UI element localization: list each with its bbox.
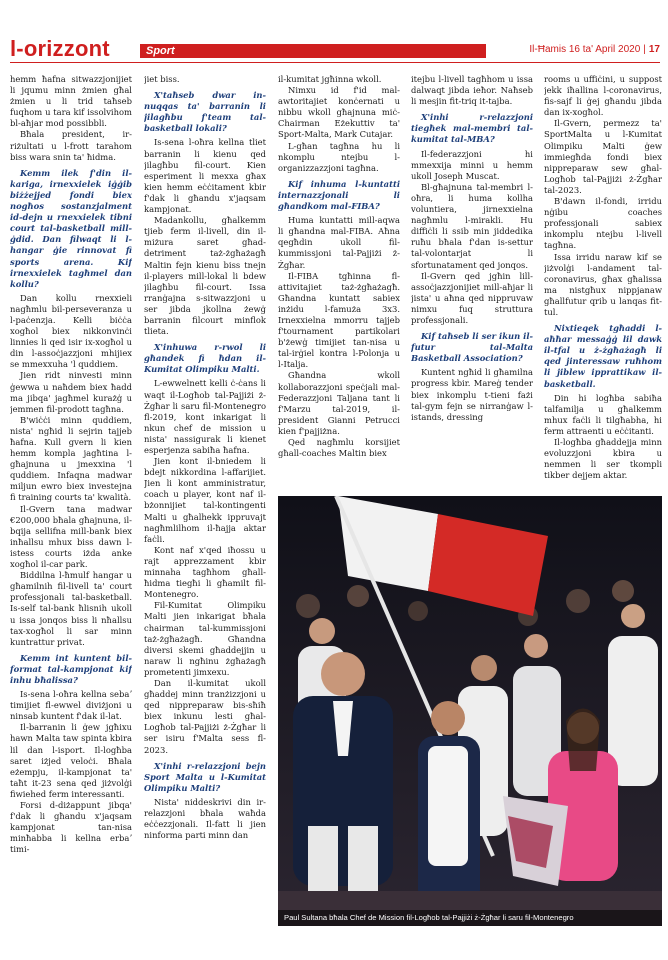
dateline [529,44,660,55]
section-banner [140,44,486,58]
interview-question: Kif taħseb li ser ikun il-futur tal-Malta Basketball Association? [411,331,533,364]
body-paragraph: Dan il-kumitat ukoll għaddej minn tranżizzjoni u qed nippreparaw bis-sħiħ biex inkunu lesti għal-Logħob tal-Pajjiżi ż-Żgħar li ser isiru f'Malta sess fl-2023. [144,677,266,755]
body-paragraph: Bħala president, ir-riżultati u l-frott tarahom biss wara snin ta' ħidma. [10,129,132,162]
header-rule [10,62,660,63]
body-paragraph: Qed nagħmlu korsijiet għall-coaches Maltin biex [278,437,400,459]
divider: | [643,44,646,55]
article-column-4 [411,74,533,492]
body-paragraph: Din hi logħba sabiħa talfamilja u għalkemm mhux faċli li tilgħabha, hi ferm attraenti u eċċitanti. [544,392,662,436]
body-paragraph: itejbu l-livell tagħhom u issa dalwaqt jibda ieħor. Naħseb li mesjin fit-triq it-tajba. [411,74,533,107]
body-paragraph: Il-Gvern, permezz ta' SportMalta u l-Kumitat Olimpiku Malti ġew immiegħda fondi biex nippreparaw sew għal-Logħob tal-Pajjiżi ż-Żgħar tal-2023. [544,118,662,195]
body-paragraph: Is-sena l-oħra kellna sebaʼ timijiet fl-ewwel diviżjoni u ninsab kuntent f'dak il-lat. [10,689,132,722]
body-paragraph: jiet biss. [144,74,180,84]
body-paragraph: Forsi d-diżappunt jibqa' f'dak li għandu x'jaqsam kampjonat tan-nisa minħabba li kellna erbaʼ timi- [10,800,132,855]
body-paragraph: Dan kollu rnexxieli nagħmlu bil-perseveranza u l-paċenzja. Kelli biċċa xogħol biex nikkonvinċi linnies li qed isir ix-xogħol u din l-assoċjazzjoni mhijiex se mmexxuha 'l quddiem. [10,292,132,370]
section-label: Sport [146,45,175,57]
body-paragraph: Kont naf x'qed iħossu u rajt apprezzament kbir minnaha tagħhom għall-ħidma tiegħi li għamilt fil-Montenegro. [144,544,266,600]
article-column-2 [144,74,266,934]
interview-question: Kif inhuma l-kuntatti internazzjonali li għandkom mal-FIBA? [278,178,400,212]
interview-question: Kemm int kuntent bil-format tal-kampjonat kif inhu bħalissa? [10,652,132,685]
interview-question: X'inhuwa r-rwol li għandek fi ħdan il-Kumitat Olimpiku Malti. [144,342,266,375]
interview-question: X'inhi r-relazzjoni bejn Sport Malta u l-Kumitat Olimpiku Malti? [144,760,266,793]
body-paragraph: Nista' niddeskrivi din ir-relazzjoni bħala waħda eċċezzjonali. Il-fatt li jien ninforma parti minn dan [144,796,266,841]
article-column-1 [10,74,132,934]
article-column-3 [278,74,400,492]
body-paragraph: Il-Gvern tana madwar €200,000 bħala għajnuna, il-bqija sellifna mill-bank biex inħallsu mhux biss dawn l-istess courts iżda anke xogħol il-car park. [10,503,132,570]
body-paragraph: il-kumitat jgħinna wkoll. [278,74,382,84]
body-paragraph: Fil-Kumitat Olimpiku Malti jien inkarigat bħala chairman tal-kummissjoni taż-żgħażagħ. Għandna diversi skemi għaddejjin u naraw li ngħinu żgħażagħ prometenti jimxexu. [144,600,266,677]
body-paragraph: Il-logħba għaddejja minn evoluzzjoni kbira u nemmen li ser tkompli tikber dejjem aktar. [544,437,662,481]
interview-question: X'inhi r-relazzjoni tiegħek mal-membri tal-kumitat tal-MBA? [411,112,533,145]
body-paragraph: Biddilna l-ħmulf hangar u għamilnih fil-livell ta' court professjonali tal-basketball. Is-self tal-bank ħlisnih ukoll u issa jonqos biss li nħallsu tax-xogħol li sar minn kuntrattur privat. [10,570,132,647]
page-number: 17 [648,44,660,55]
body-paragraph: Jien ridt ninvesti minn ġewwa u naħdem biex ħadd ma jibqa' jagħmel kurażġ u jemmen fil-prodott tagħna. [10,370,132,414]
body-paragraph: Kuntent ngħid li għamilna progress kbir. Mareġ tender biex inkomplu t-tieni fażi tal-gym fejn se nirranġaw l-istands, dressing [411,367,533,422]
body-paragraph: Huma kuntatti mill-aqwa li għandna mal-FIBA. Aħna qegħdin ukoll fil-kummissjoni tal-Pajjiżi ż-Żgħar. [278,215,400,270]
issue-date: Il-Ħamis 16 ta' April 2020 [529,44,641,55]
body-paragraph: Il-Gvern qed jgħin lill-assoċjazzjonijiet mill-aħjar li jista' u aħna qed nippruvaw nimxu fuq struttura professjonali. [411,270,533,325]
interview-question: X'taħseb dwar in-nuqqas ta' barranin li jilagħbu f'team tal-basketball lokali? [144,90,266,134]
body-paragraph: Għandna wkoll kollaborazzjoni speċjali mal-Federazzjoni Taljana tant li f'Marzu tal-2019, il-president Gianni Petrucci kien f'pajjiżna. [278,370,400,436]
body-paragraph: Il-FIBA tgħinna fl-attivitajiet taż-żgħażagħ. Għandna kuntatt sabiex inżidu l-famuża 3x3. Irnexxielna mmorru tajjeb f'tournament partikolari b'żewġ timijiet tan-nisa u tal-irġiel kontra l-Polonja u l-Italja. [278,270,400,370]
body-paragraph: Is-sena l-oħra kellna tliet barranin li kienu qed jilagħbu fil-court. Kien esperiment li mexxa għax kien hemm eċċitament kbir f'dak li għandu x'jaqsam kampjonat. [144,137,266,215]
masthead [0,0,668,70]
body-paragraph: L-għan tagħna hu li nkomplu ntejbu l-organizzazzjoni tagħna. [278,140,400,173]
interview-question: Nixtieqek tgħaddi l-aħħar messaġġ lil dawk il-tfal u ż-żgħażagħ li qed jinteressaw ruħhom li jiblew ipprattikaw il-basketball. [544,323,662,389]
body-paragraph: B'wiċċi minn quddiem, nista' ngħid li sejrin tajjeb ħafna. Kull gvern li kien hemm kompla jagħtina l-għajnuna u jmexxina 'l quddiem. Infaqna madwar miljun ewro biex investejna fi training courts ta' kwalità. [10,414,132,503]
body-paragraph: Jien kont il-bniedem li bdejt nikkordina l-affarijiet. Jien li kont amministratur, coach u player, kont naf il-bżonnijiet tal-kontingenti Malti u għalhekk ippruvajt nagħmlilhom il-ħajja aktar faċli. [144,456,266,544]
interview-question: Kemm ilek f'din il-kariga, irnexxielek iġġib biżżejjed fondi biex nogħos sostanzjalment id-dejn u rnexxielek tibni court tal-basketball mill-ġdid. Dan filwaqt li l-hangar ġie rinnovat fi sports arena. Kif irnexxielek tagħmel dan kollu? [10,167,132,289]
body-paragraph: L-ewwelnett kelli ċ-ċans li waqt il-Logħob tal-Pajjiżi ż-Żgħar li saru fil-Montenegro fl-2019, kont inkarigat li nkun chef de mission u nista' nassigurak li kienet esperjenza sabiħa ħafna. [144,378,266,455]
photo-caption: Paul Sultana bħala Chef de Mission fil-Logħob tal-Pajjiżi ż-Żgħar li saru fil-Montenegro [278,910,662,926]
body-paragraph: Madankollu, għalkemm tjieb ferm il-livell, din il-miżura saret għad-detriment taż-żgħażagħ Maltin fejn kienu biss tnejn il-players mill-lokal li bdew jilagħbu fil-court. Issa rranġajna s-sitwazzjoni u ser jibda jkollna żewġ barranin filcourt minflok tlieta. [144,215,266,337]
body-paragraph: B'dawn il-fondi, irridu nġibu coaches professjonali sabiex inkomplu ntejbu l-livell tagħna. [544,196,662,251]
newspaper-logo: l-orizzont [10,36,110,61]
body-paragraph: rooms u uffiċini, u suppost jekk iħallina l-coronavirus, fis-sajf li ġej għandu jibda dan ix-xogħol. [544,74,662,118]
body-paragraph: Il-barranin li ġew jgħixu hawn Malta taw spinta kbira lil dan l-isport. Il-logħba saret iżjed veloċi. Bħala eżempju, il-kampjonat ta' taħt it-23 sena qed jiżvolġi fiwiehed ferm interessanti. [10,722,132,799]
body-paragraph: Issa irridu naraw kif se jiżvolġi l-andament tal-coronavirus, għax għalissa ma nistgħux nippjanaw għallfutur qrib u lanqas fit-tul. [544,251,662,317]
article-photo [278,496,662,926]
body-paragraph: Bl-għajnuna tal-membri l-oħra, li huma kollha voluntiera, jirnexxielna nagħmlu l-mirakli. Hu diffiċli li ssib min jiddedika ruħu bħala f'dan is-settur tal-volontarjat li sfortunatament qed jonqos. [411,181,533,270]
body-paragraph: hemm ħafna sitwazzjonijiet li jqumu minn żmien għal żmien u li trid taħseb fuqhom u tara kif issolvihom bl-aħjar mod possibbli. [10,74,132,129]
body-paragraph: Il-federazzjoni hi mmexxija minni u hemm ukoll Joseph Muscat. [411,148,533,181]
parade-illustration [278,496,662,926]
body-paragraph: Nimxu id f'id mal-awtoritajiet konċernati u nibbu wkoll għajnuna miċ-Chairman Eżekuttiv ta' Sport-Malta, Mark Cutajar. [278,85,400,140]
